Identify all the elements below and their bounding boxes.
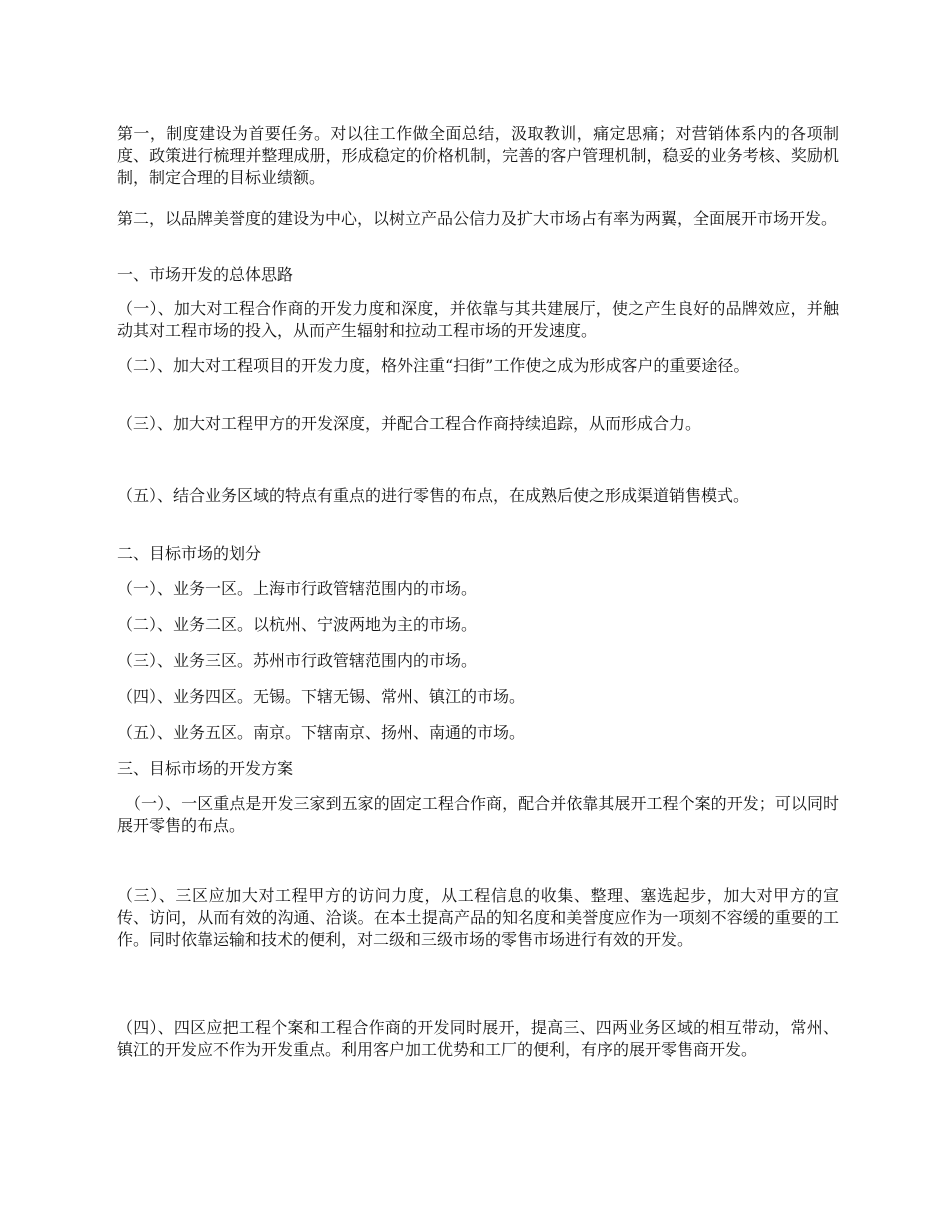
section-heading-market-division: 二、目标市场的划分 — [117, 544, 262, 563]
list-item-approach-1: （一）、加大对工程合作商的开发力度和深度，并依靠与其共建展厅，使之产生良好的品牌效应，并触动其对工程市场的投入，从而产生辐射和拉动工程市场的开发速度。 — [117, 299, 839, 340]
list-item-region-3: （三）、业务三区。苏州市行政管辖范围内的市场。 — [117, 651, 478, 670]
list-item-approach-2: （二）、加大对工程项目的开发力度，格外注重“扫街”工作使之成为形成客户的重要途径。 — [117, 356, 750, 375]
list-item-region-1: （一）、业务一区。上海市行政管辖范围内的市场。 — [117, 579, 478, 598]
paragraph-system-building: 第一，制度建设为首要任务。对以往工作做全面总结，汲取教训，痛定思痛；对营销体系内的各项制度、政策进行梳理并整理成册，形成稳定的价格机制，完善的客户管理机制，稳妥的业务考核、奖励机制，制定合理的目标业绩额。 — [117, 124, 839, 187]
section-heading-development-plan: 三、目标市场的开发方案 — [117, 759, 294, 778]
section-heading-overall-approach: 一、市场开发的总体思路 — [117, 265, 294, 284]
list-item-plan-4: （四）、四区应把工程个案和工程合作商的开发同时展开，提高三、四两业务区域的相互带动，常州、镇江的开发应不作为开发重点。利用客户加工优势和工厂的便利，有序的展开零售商开发。 — [117, 1018, 839, 1059]
paragraph-brand-reputation: 第二，以品牌美誉度的建设为中心，以树立产品公信力及扩大市场占有率为两翼，全面展开市场开发。 — [117, 209, 838, 228]
list-item-plan-1: （一）、一区重点是开发三家到五家的固定工程合作商，配合并依靠其展开工程个案的开发；可以同时展开零售的布点。 — [117, 794, 839, 835]
list-item-region-5: （五）、业务五区。南京。下辖南京、扬州、南通的市场。 — [117, 723, 526, 742]
list-item-approach-3: （三）、加大对工程甲方的开发深度，并配合工程合作商持续追踪，从而形成合力。 — [117, 414, 702, 433]
list-item-approach-5: （五）、结合业务区域的特点有重点的进行零售的布点，在成熟后使之形成渠道销售模式。 — [117, 486, 750, 505]
list-item-plan-3: （三）、三区应加大对工程甲方的访问力度，从工程信息的收集、整理、塞选起步，加大对甲方的宣传、访问，从而有效的沟通、洽谈。在本土提高产品的知名度和美誉度应作为一项刻不容缓的重要的工作。同时依靠运输和技术的便利，对二级和三级市场的零售市场进行有效的开发。 — [117, 886, 839, 949]
list-item-region-2: （二）、业务二区。以杭州、宁波两地为主的市场。 — [117, 615, 478, 634]
list-item-region-4: （四）、业务四区。无锡。下辖无锡、常州、镇江的市场。 — [117, 687, 526, 706]
